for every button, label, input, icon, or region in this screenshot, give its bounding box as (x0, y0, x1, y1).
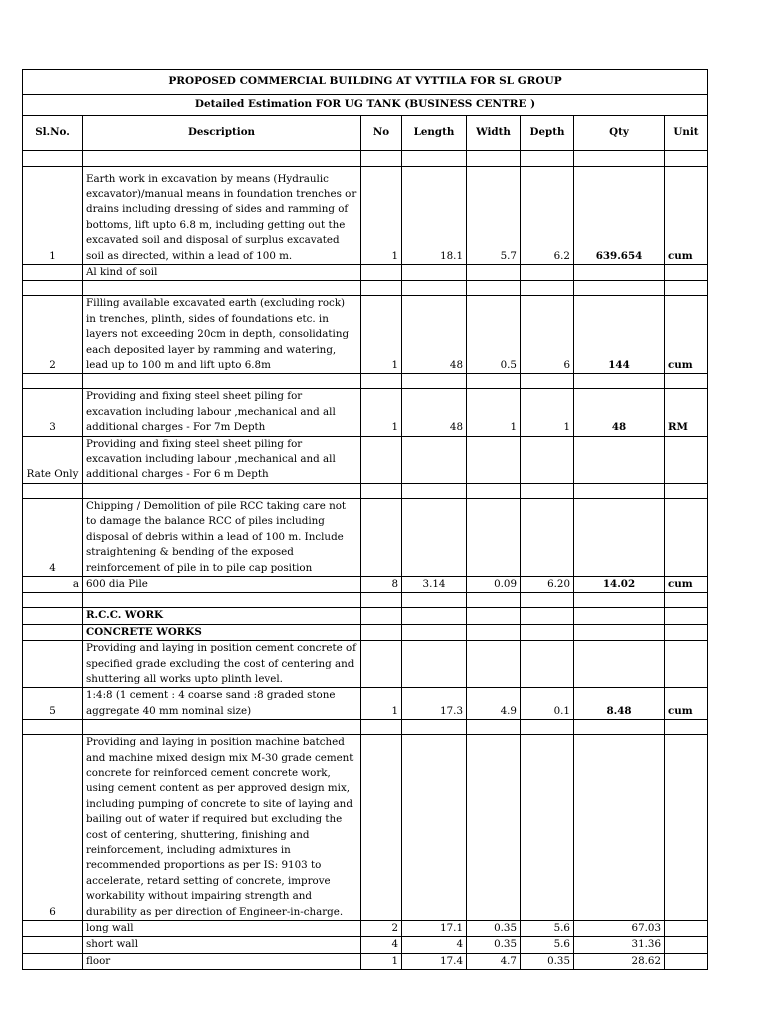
no-cell (361, 281, 402, 296)
qty-cell: 144 (574, 296, 665, 374)
width-cell (467, 498, 521, 576)
depth-cell (521, 593, 574, 608)
sl-cell (23, 265, 83, 281)
depth-cell (521, 265, 574, 281)
qty-cell (574, 641, 665, 688)
description-cell: long wall (83, 921, 361, 937)
table-row (23, 296, 708, 374)
depth-cell (521, 624, 574, 640)
sl-cell: 3 (23, 389, 83, 436)
qty-cell (574, 374, 665, 389)
table-row (23, 953, 708, 969)
no-cell: 1 (361, 389, 402, 436)
sl-cell: 6 (23, 735, 83, 921)
header-sl-no: Sl.No. (23, 116, 83, 151)
length-cell: 4 (402, 937, 467, 953)
qty-cell (574, 624, 665, 640)
no-cell (361, 735, 402, 921)
qty-cell: 31.36 (574, 937, 665, 953)
sl-cell: Rate Only (23, 436, 83, 483)
length-cell (402, 498, 467, 576)
sl-cell (23, 953, 83, 969)
width-cell (467, 374, 521, 389)
sl-cell (23, 720, 83, 735)
sl-cell (23, 641, 83, 688)
unit-cell (665, 624, 708, 640)
no-cell: 1 (361, 953, 402, 969)
table-row (23, 281, 708, 296)
description-cell: Providing and laying in position cement concrete of specified grade excluding the cost of centering and shuttering all works upto plinth level. (83, 641, 361, 688)
qty-cell (574, 151, 665, 167)
no-cell: 1 (361, 688, 402, 720)
depth-cell (521, 720, 574, 735)
width-cell (467, 151, 521, 167)
width-cell (467, 281, 521, 296)
unit-cell (665, 593, 708, 608)
unit-cell (665, 151, 708, 167)
qty-cell (574, 483, 665, 498)
qty-cell (574, 265, 665, 281)
no-cell: 4 (361, 937, 402, 953)
width-cell (467, 593, 521, 608)
unit-cell (665, 436, 708, 483)
sl-cell (23, 937, 83, 953)
depth-cell: 5.6 (521, 921, 574, 937)
depth-cell: 0.35 (521, 953, 574, 969)
qty-cell: 28.62 (574, 953, 665, 969)
width-cell (467, 608, 521, 624)
description-cell (83, 483, 361, 498)
width-cell: 0.09 (467, 576, 521, 592)
depth-cell (521, 735, 574, 921)
sl-cell (23, 608, 83, 624)
table-row (23, 593, 708, 608)
depth-cell (521, 608, 574, 624)
depth-cell: 5.6 (521, 937, 574, 953)
no-cell (361, 593, 402, 608)
table-row (23, 498, 708, 576)
unit-cell (665, 498, 708, 576)
width-cell: 4.7 (467, 953, 521, 969)
width-cell: 0.35 (467, 937, 521, 953)
table-row (23, 688, 708, 720)
length-cell (402, 720, 467, 735)
no-cell (361, 608, 402, 624)
qty-cell: 14.02 (574, 576, 665, 592)
width-cell: 5.7 (467, 167, 521, 265)
width-cell (467, 641, 521, 688)
qty-cell (574, 735, 665, 921)
header-length: Length (402, 116, 467, 151)
qty-cell (574, 436, 665, 483)
description-cell: 600 dia Pile (83, 576, 361, 592)
sl-cell (23, 483, 83, 498)
unit-cell (665, 608, 708, 624)
no-cell (361, 374, 402, 389)
length-cell (402, 624, 467, 640)
unit-cell: cum (665, 576, 708, 592)
qty-cell: 8.48 (574, 688, 665, 720)
description-cell (83, 593, 361, 608)
length-cell: 18.1 (402, 167, 467, 265)
table-row (23, 483, 708, 498)
length-cell (402, 281, 467, 296)
length-cell (402, 593, 467, 608)
depth-cell (521, 498, 574, 576)
length-cell: 3.14 (402, 576, 467, 592)
length-cell (402, 151, 467, 167)
no-cell: 1 (361, 296, 402, 374)
depth-cell: 0.1 (521, 688, 574, 720)
table-row (23, 167, 708, 265)
no-cell (361, 641, 402, 688)
description-cell: 1:4:8 (1 cement : 4 coarse sand :8 graded stone aggregate 40 mm nominal size) (83, 688, 361, 720)
sl-cell: 1 (23, 167, 83, 265)
qty-cell (574, 498, 665, 576)
length-cell: 17.3 (402, 688, 467, 720)
header-no: No (361, 116, 402, 151)
header-description: Description (83, 116, 361, 151)
qty-cell (574, 593, 665, 608)
sl-cell (23, 624, 83, 640)
length-cell (402, 735, 467, 921)
description-cell: short wall (83, 937, 361, 953)
qty-cell (574, 281, 665, 296)
sheet-title: PROPOSED COMMERCIAL BUILDING AT VYTTILA FOR SL GROUP (23, 70, 708, 95)
header-depth: Depth (521, 116, 574, 151)
depth-cell (521, 374, 574, 389)
description-cell (83, 281, 361, 296)
table-row (23, 720, 708, 735)
description-cell: Chipping / Demolition of pile RCC taking care not to damage the balance RCC of piles including disposal of debris within a lead of 100 m. Include straightening & bending of the exposed reinforcement of pile in to pile cap position (83, 498, 361, 576)
estimate-table (22, 69, 708, 970)
sl-cell (23, 921, 83, 937)
unit-cell (665, 281, 708, 296)
description-cell: Providing and fixing steel sheet piling for excavation including labour ,mechanical and all additional charges - For 6 m Depth (83, 436, 361, 483)
sl-cell: 5 (23, 688, 83, 720)
description-cell: Earth work in excavation by means (Hydraulic excavator)/manual means in foundation trenches or drains including dressing of sides and ramming of bottoms, lift upto 6.8 m, including getting out the excavated soil and disposal of surplus excavated soil as directed, within a lead of 100 m. (83, 167, 361, 265)
table-row (23, 937, 708, 953)
unit-cell: cum (665, 688, 708, 720)
unit-cell (665, 483, 708, 498)
width-cell: 1 (467, 389, 521, 436)
no-cell: 1 (361, 167, 402, 265)
no-cell (361, 483, 402, 498)
width-cell (467, 436, 521, 483)
table-row (23, 389, 708, 436)
description-cell: floor (83, 953, 361, 969)
depth-cell (521, 436, 574, 483)
depth-cell: 6.20 (521, 576, 574, 592)
depth-cell: 6 (521, 296, 574, 374)
header-width: Width (467, 116, 521, 151)
table-row (23, 576, 708, 592)
sl-cell (23, 593, 83, 608)
sl-cell: 2 (23, 296, 83, 374)
sl-cell (23, 281, 83, 296)
table-row (23, 735, 708, 921)
width-cell (467, 624, 521, 640)
length-cell (402, 265, 467, 281)
unit-cell (665, 720, 708, 735)
unit-cell (665, 921, 708, 937)
table-row (23, 151, 708, 167)
qty-cell (574, 608, 665, 624)
length-cell: 17.4 (402, 953, 467, 969)
description-cell (83, 151, 361, 167)
table-row (23, 624, 708, 640)
sl-cell (23, 151, 83, 167)
sl-cell (23, 374, 83, 389)
description-cell: CONCRETE WORKS (83, 624, 361, 640)
description-cell: Providing and laying in position machine batched and machine mixed design mix M-30 grade cement concrete for reinforced cement concrete work, using cement content as per approved design mix, including pumping of concrete to site of laying and bailing out of water if required but excluding the cost of centering, shuttering, finishing and reinforcement, including admixtures in recommended proportions as per IS: 9103 to accelerate, retard setting of concrete, improve workability without impairing strength and durability as per direction of Engineer-in-charge. (83, 735, 361, 921)
depth-cell (521, 483, 574, 498)
width-cell (467, 720, 521, 735)
description-cell (83, 374, 361, 389)
unit-cell (665, 937, 708, 953)
no-cell (361, 624, 402, 640)
sheet-subtitle: Detailed Estimation FOR UG TANK (BUSINESS CENTRE ) (23, 95, 708, 116)
length-cell (402, 483, 467, 498)
sl-cell: 4 (23, 498, 83, 576)
no-cell (361, 720, 402, 735)
description-cell: Filling available excavated earth (excluding rock) in trenches, plinth, sides of foundations etc. in layers not exceeding 20cm in depth, consolidating each deposited layer by ramming and watering, lead up to 100 m and lift upto 6.8m (83, 296, 361, 374)
table-row (23, 374, 708, 389)
length-cell (402, 608, 467, 624)
length-cell (402, 374, 467, 389)
unit-cell (665, 374, 708, 389)
length-cell: 17.1 (402, 921, 467, 937)
width-cell: 0.5 (467, 296, 521, 374)
length-cell (402, 436, 467, 483)
unit-cell: RM (665, 389, 708, 436)
length-cell (402, 641, 467, 688)
depth-cell (521, 641, 574, 688)
header-unit: Unit (665, 116, 708, 151)
unit-cell: cum (665, 167, 708, 265)
qty-cell (574, 720, 665, 735)
width-cell: 0.35 (467, 921, 521, 937)
sl-cell: a (23, 576, 83, 592)
width-cell (467, 483, 521, 498)
no-cell (361, 265, 402, 281)
no-cell (361, 436, 402, 483)
header-qty: Qty (574, 116, 665, 151)
depth-cell (521, 151, 574, 167)
table-row (23, 921, 708, 937)
table-row (23, 436, 708, 483)
no-cell (361, 498, 402, 576)
length-cell: 48 (402, 389, 467, 436)
depth-cell: 6.2 (521, 167, 574, 265)
qty-cell: 67.03 (574, 921, 665, 937)
width-cell (467, 735, 521, 921)
table-row (23, 641, 708, 688)
description-cell (83, 720, 361, 735)
table-row (23, 265, 708, 281)
unit-cell: cum (665, 296, 708, 374)
no-cell: 8 (361, 576, 402, 592)
depth-cell: 1 (521, 389, 574, 436)
qty-cell: 48 (574, 389, 665, 436)
width-cell: 4.9 (467, 688, 521, 720)
qty-cell: 639.654 (574, 167, 665, 265)
table-row (23, 608, 708, 624)
description-cell: Providing and fixing steel sheet piling for excavation including labour ,mechanical and all additional charges - For 7m Depth (83, 389, 361, 436)
unit-cell (665, 735, 708, 921)
no-cell: 2 (361, 921, 402, 937)
width-cell (467, 265, 521, 281)
description-cell: Al kind of soil (83, 265, 361, 281)
depth-cell (521, 281, 574, 296)
unit-cell (665, 641, 708, 688)
length-cell: 48 (402, 296, 467, 374)
unit-cell (665, 953, 708, 969)
unit-cell (665, 265, 708, 281)
no-cell (361, 151, 402, 167)
description-cell: R.C.C. WORK (83, 608, 361, 624)
